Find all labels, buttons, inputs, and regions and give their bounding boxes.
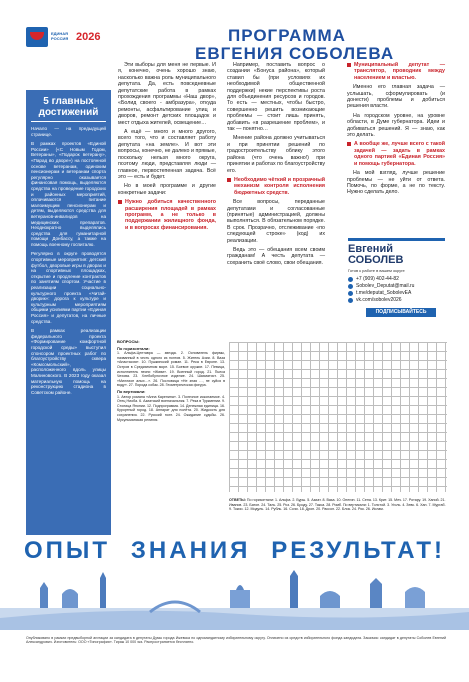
contact-email — [348, 283, 445, 290]
sidebar-text — [31, 126, 106, 395]
sidebar-paragraph: Начало — на предыдущей странице. — [31, 126, 106, 137]
article-paragraph: На мой взгляд, лучше решение проблемы — не уйти от ответа. Помочь, по форме, а не по тексту. Нужно сделать дело. — [347, 170, 445, 196]
crossword-questions — [117, 338, 225, 530]
contact-phone — [348, 276, 445, 283]
crossword-grid — [229, 342, 447, 492]
candidate-name: Евгений СОБОЛЕВ — [348, 243, 404, 266]
article-paragraph: Но в моей программе и другие конкретные задачи: — [118, 183, 216, 196]
logo-year: 2026 — [76, 31, 101, 43]
article-column-2 — [227, 62, 325, 332]
slogan-word: ЗНАНИЯ — [130, 537, 251, 564]
sidebar-divider — [31, 121, 106, 122]
crossword-answers — [229, 498, 447, 512]
sidebar-heading: 5 главных достижений — [38, 96, 99, 118]
phone-icon — [348, 277, 353, 282]
article-column-3 — [347, 62, 445, 237]
achievements-sidebar — [26, 90, 111, 535]
party-logo — [26, 27, 100, 47]
vk-link[interactable]: vk.com/sobolev2026 — [356, 297, 402, 303]
sidebar-paragraph: В рамках проектов «Единой России» («С Новым Годом, Ветераны», «Подарок ветерану», «Парад во дворе») на постоянной основе ветеранам, одиноким пенсионерам и ветеранам спорта регулярно оказывается финансовая помощь, выделяются средства на проведение городских и районных мероприятий, оплачиваются питание малоимущим пенсионерам и детям, выделяются средства для ветеранов-инвалидов на медицинских препаратов. Неоднократно выделялись средства для гуманитарной помощи Донбассу, а также на помощь военному госпиталю. — [31, 141, 106, 247]
email-icon — [348, 284, 353, 289]
down-heading: По вертикали: — [117, 388, 146, 394]
legal-footer: Опубликовано в рамках предвыборной агитации за кандидата в депутаты Думы города Ижевска по одномандатному избирательному округу. Оплачено из средств избирательного фонда кандидата. Заказчик: кандидат в депутаты Соболев Евгений Александрович. Изготовитель: ООО «Типография». Тираж 10 000 экз. Распространяется бесплатно. — [26, 636, 446, 645]
article-paragraph: А ещё — много и много другого, всего того, что и составляет работу депутата «на земле». И вот эти вопросы, конечно, не далеко и прямые, поскольку нельзя много округа, поэтому люди, представляя люди — главное, первостепенная задача. Всё это — есть и будет. — [118, 129, 216, 180]
answers-text: По горизонтали: 1. Альфа. 2. Бурш. 5. Азиат. 8. Ваза. 10. Онегин. 11. Сена. 13. Крит. 15. Меч. 17. Ротару. 19. Ханой. 21. Иванов. 23. Батон. 24. Таль. 25. Роз. 26. Броду. 27. Такса. 28. Ромб. По вертикали: 1. Толстой. 3. Уголь. 4. Зевс. 6. Хан. 7. Мургаб. 9. Токио. 12. Модуль. 14. Рубль. 16. Сочи. 18. Дрон. 20. Рассол. 22. Блок. 24. Рок. 26. Ислам. — [229, 498, 446, 512]
contact-vk — [348, 297, 445, 304]
across-heading: По горизонтали: — [117, 345, 150, 351]
slogan — [24, 536, 445, 566]
email-address[interactable]: Sobolev_Deputat@mail.ru — [356, 283, 415, 289]
slogan-word: РЕЗУЛЬТАТ! — [271, 537, 445, 564]
article-highlight: Необходимо чёткий и прозрачный механизм контроля исполнения бюджетных средств. — [227, 177, 325, 196]
answers-heading: ОТВЕТЫ: — [229, 498, 246, 502]
article-highlight: А вообще же, лучше всего с такой задачей — задать в рамках одного партией «Единая Россия» и помощь губернатора. — [347, 141, 445, 167]
slogan-word: ОПЫТ — [24, 537, 111, 564]
sidebar-paragraph: Регулярно в округе проводятся спортивные мероприятия: детский футбол, дворовые игры в дворах и на спортивных площадках, открытие и продление контрактов по занятиям спортом. Участие в реализации социально-культурного проекта «Читай-дворик»: дорога к культуре и культурным мероприятиям общими усилиями партии «Единая Россия» и депутатов, на личные средства. — [31, 251, 106, 324]
contact-subtitle: Готов к работе в вашем округе — [348, 268, 405, 273]
contact-telegram — [348, 290, 445, 297]
sidebar-paragraph: В рамках реализации федерального проекта «Формирование комфортной городской среды» выступил спонсором проектных работ по благоустройству сквера «Комсомольский», расположенного вдоль улицы Малиновского. В 2023 году оказал материальную помощь на реконструкцию стадиона в Советском районе. — [31, 328, 106, 395]
page-title-line2: ЕВГЕНИЯ СОБОЛЕВА — [195, 44, 395, 63]
article-column-1 — [118, 62, 216, 332]
article-paragraph: Именно его главная задача — услышать, сформулировать (и донести) проблемы и добиться решения власти. — [347, 84, 445, 110]
crossword-section — [117, 338, 447, 530]
article-paragraph: На городском уровне, на уровне области, в Думе губернатора. Идеи и добиваться решений. Я — знаю, как это делать. — [347, 112, 445, 139]
subscribe-button[interactable]: ПОДПИСЫВАЙТЕСЬ — [366, 308, 436, 317]
article-highlight: Нужно добиться качественного расширения площадей в рамках программ, а не только в поддержании жилищного фонда, и в вопросах финансирования. — [118, 199, 216, 231]
article-paragraph: Все вопросы, переданные депутатами и согласованные (принятые) администрацией, должны выполняться. В обязательном порядке. В срок. Прозрачно, отслеживание «по следующей строке» (код) их реализации. — [227, 199, 325, 244]
article-paragraph: Например, поставить вопрос о создании «Бонуса района», который ставил бы (при условиях их необходимой общественной поддержки) некие перспективы роста для объединения ресурсов и городов. То есть — местных, чтобы быстро, совершенно решить возникающие проблемы — стоит лишь принять, добавить «в разрешение проблем», и так — понятно… — [227, 62, 325, 133]
phone-number[interactable]: +7 (909) 402-44-82 — [356, 276, 399, 282]
header — [0, 0, 469, 62]
telegram-link[interactable]: t.me/deputat_SobolevEA — [356, 290, 412, 296]
article-highlight: Муниципальный депутат — транслятор, проводник между населением и властью. — [347, 62, 445, 81]
city-skyline-illustration — [0, 568, 469, 630]
contact-box — [348, 238, 445, 326]
down-questions: 1. Автор романа «Анна Каренина». 3. Полезное ископаемое. 4. Отец Ниоба. 6. Азиатский военачальник. 7. Река в Туркмении. 9. Столица Японии. 12. Подпрограмма. 14. Денежная единица. 16. Курортный город. 18. Аппарат для полёта. 20. Жидкость для сохранения. 22. Русский поэт. 24. Ожидание судьбы. 26. Мусульманская религия. — [117, 394, 225, 422]
across-questions: 1. Альфа-Центавра — звезда. 2. Основатель фирмы, названный в честь одного из поэтов. 5. Житель Азии. 8. Ваза «Анастасия». 10. Пушкинский роман. 11. Река в Европе. 13. Остров в Средиземном море. 15. Боевое оружие. 17. Певица, исполнитель песни «Живи». 19. Военный город. 21. Пьеса Чехова. 23. Хлебобулочное изделие. 24. Шахматист. 25. «Миллион алых…». 26. Пословица «Не зная …, не суйся в воду». 27. Порода собак. 28. Геометрическая фигура. — [117, 351, 225, 388]
article-paragraph: Эти выборы для меня не первые. И я, конечно, очень хорошо знаю, насколько важна роль муниципального депутата. Да, есть повседневные депутатские работа в рамках прохождения программы «Наш двор», «Болид своего ‑ амбразура», откуда ремонты, асфальтирование улиц и дворов, ремонт детских площадок и мест отдыха жителей, освещение… — [118, 62, 216, 126]
article-paragraph: Ведь это — обещания всем своим гражданам! А честь депутата — сохранить своё слово, свои обещания. — [227, 246, 325, 266]
page-title-line1: ПРОГРАММА — [228, 26, 346, 45]
telegram-icon — [348, 291, 353, 296]
questions-heading: ВОПРОСЫ: — [117, 339, 140, 344]
article-paragraph: Мнение района должно учитываться и при принятии решений по градостроительству облику этого района (что очень важно!) при принятии и работах по благоустройству его. — [227, 135, 325, 174]
logo-text: ЕДИНАЯ РОССИЯ — [51, 31, 69, 41]
vk-icon — [348, 298, 353, 303]
bear-logo-icon — [26, 27, 48, 47]
